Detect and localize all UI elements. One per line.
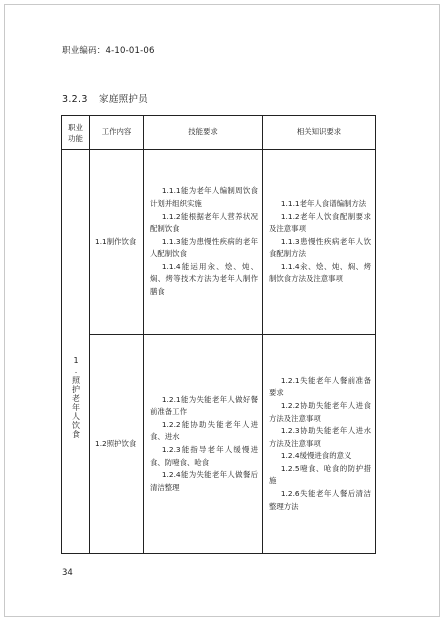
knowledge-requirements-cell — [263, 150, 376, 335]
table-row — [62, 335, 376, 554]
table-row — [62, 150, 376, 335]
section-heading — [62, 91, 148, 105]
knowledge-item: 1.2.5噎食、呛食的防护措施 — [269, 463, 371, 486]
section-number: 3.2.3 — [62, 94, 88, 105]
occupation-function-cell — [62, 150, 90, 554]
skill-item: 1.2.4能为失能老年人做餐后清洁整理 — [150, 470, 258, 492]
header-knowledge-requirements: 相关知识要求 — [263, 116, 376, 150]
header-occupation-function-label: 职业功能 — [68, 122, 83, 143]
skill-item: 1.1.4能运用汆、烩、炖、焖、烤等技术方法为老年人制作膳食 — [150, 261, 258, 297]
work-content-cell: 1.1制作饮食 — [90, 150, 144, 335]
header-occupation-function — [62, 116, 90, 150]
skill-item: 1.1.1能为老年人编制周饮食计划并组织实施 — [150, 186, 258, 208]
knowledge-item: 1.1.1老年人食谱编制方法 — [280, 198, 367, 208]
page-number: 34 — [62, 568, 73, 578]
skill-item: 1.1.2能根据老年人营养状况配制饮食 — [150, 211, 258, 234]
knowledge-item: 1.1.3患慢性疾病老年人饮食配制方法 — [269, 236, 371, 259]
skill-item: 1.2.3能指导老年人缓慢进食、防噎食、呛食 — [150, 445, 258, 467]
skill-item: 1.2.1能为失能老年人做好餐前准备工作 — [150, 394, 258, 417]
knowledge-item: 1.2.6失能老年人餐后清洁整理方法 — [269, 489, 371, 511]
knowledge-item: 1.2.4缓慢进食的意义 — [280, 451, 352, 461]
skills-table — [61, 115, 376, 554]
knowledge-item: 1.2.3协助失能老年人进水方法及注意事项 — [269, 426, 371, 448]
knowledge-item: 1.1.2老年人饮食配制要求及注意事项 — [269, 211, 371, 234]
work-content-cell: 1.2照护饮食 — [90, 335, 144, 554]
header-work-content: 工作内容 — [90, 116, 144, 150]
knowledge-requirements-cell — [263, 335, 376, 554]
knowledge-item: 1.2.1失能老年人餐前准备要求 — [269, 375, 371, 398]
occupation-code-header: 职业编码：4-10-01-06 — [62, 46, 155, 56]
header-skill-requirements: 技能要求 — [144, 116, 263, 150]
skill-requirements-cell — [144, 150, 263, 335]
skill-item: 1.1.3能为患慢性疾病的老年人配制饮食 — [150, 236, 258, 259]
section-title: 家庭照护员 — [99, 94, 149, 105]
skill-item: 1.2.2能协助失能老年人进食、进水 — [150, 419, 258, 442]
occupation-function-label: 1.照护老年人饮食 — [71, 355, 81, 439]
knowledge-item: 1.2.2协助失能老年人进食方法及注意事项 — [269, 400, 371, 423]
knowledge-item: 1.1.4汆、烩、炖、焖、烤制饮食方法及注意事项 — [269, 261, 371, 284]
table-header-row — [62, 116, 376, 150]
skill-requirements-cell — [144, 335, 263, 554]
